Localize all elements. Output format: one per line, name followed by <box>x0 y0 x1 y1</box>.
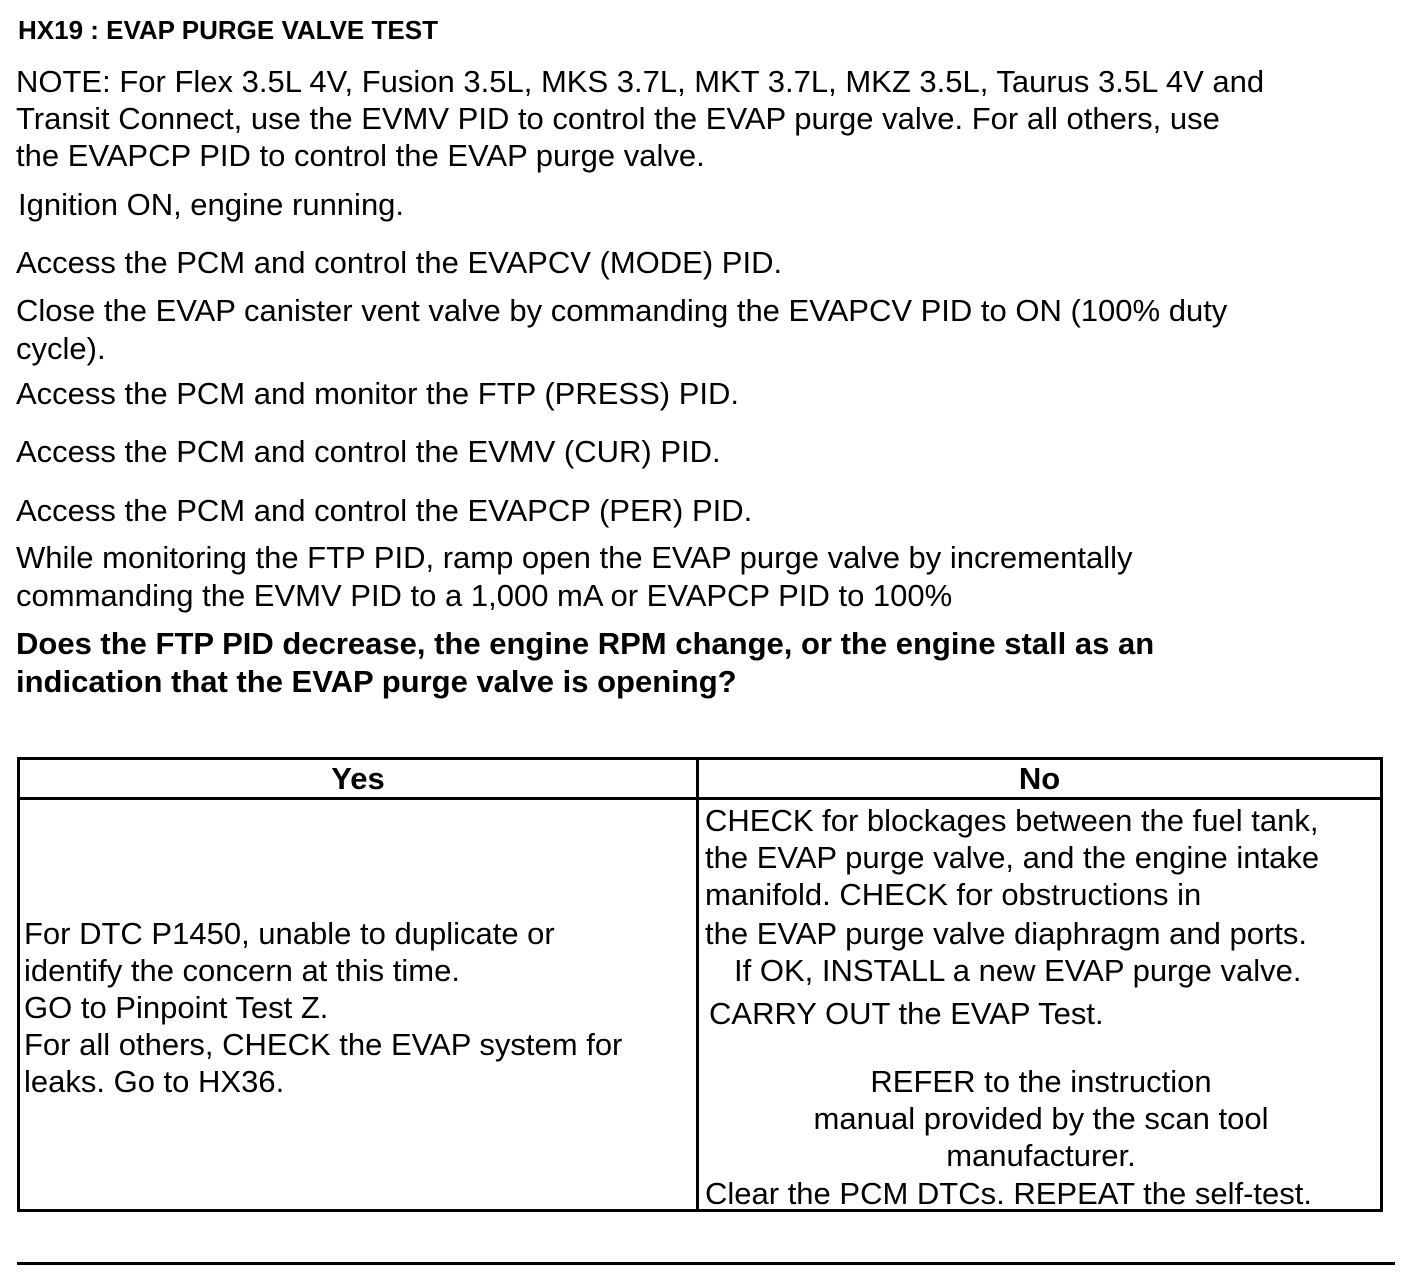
no-cell-refer-line: manufacturer. <box>946 1138 1136 1173</box>
note-line: Transit Connect, use the EVMV PID to control the EVAP purge valve. For all others, use <box>16 101 1220 136</box>
step-line: cycle). <box>16 331 106 366</box>
step-access-evapcp: Access the PCM and control the EVAPCP (PER) PID. <box>16 493 753 528</box>
step-ignition: Ignition ON, engine running. <box>18 187 405 222</box>
no-cell-line: manifold. CHECK for obstructions in <box>705 877 1202 912</box>
header-divider <box>17 797 1383 800</box>
yes-cell-line: For all others, CHECK the EVAP system for <box>24 1027 623 1062</box>
step-line: Close the EVAP canister vent valve by commanding the EVAPCV PID to ON (100% duty <box>16 293 1228 328</box>
step-monitor-ftp: Access the PCM and monitor the FTP (PRESS) PID. <box>16 376 740 411</box>
step-line: commanding the EVMV PID to a 1,000 mA or EVAPCP PID to 100% <box>16 578 953 613</box>
note-line: NOTE: For Flex 3.5L 4V, Fusion 3.5L, MKS 3.7L, MKT 3.7L, MKZ 3.5L, Taurus 3.5L 4V and <box>16 64 1265 99</box>
yes-column-header: Yes <box>331 761 385 796</box>
bottom-rule <box>17 1262 1395 1265</box>
no-cell-line: CARRY OUT the EVAP Test. <box>709 996 1104 1031</box>
no-cell-refer-line: REFER to the instruction <box>870 1064 1212 1099</box>
yes-cell-line: identify the concern at this time. <box>24 953 460 988</box>
no-cell-line: the EVAP purge valve, and the engine intake <box>705 840 1320 875</box>
step-access-evmv: Access the PCM and control the EVMV (CUR) PID. <box>16 434 721 469</box>
no-cell-line: the EVAP purge valve diaphragm and ports. <box>705 916 1308 951</box>
question-line: Does the FTP PID decrease, the engine RPM change, or the engine stall as an <box>16 626 1155 661</box>
step-access-evapcv: Access the PCM and control the EVAPCV (MODE) PID. <box>16 245 783 280</box>
question-line: indication that the EVAP purge valve is opening? <box>16 664 737 699</box>
yes-cell-line: GO to Pinpoint Test Z. <box>24 990 329 1025</box>
no-cell-line: If OK, INSTALL a new EVAP purge valve. <box>734 953 1302 988</box>
no-cell-refer-line: manual provided by the scan tool <box>813 1101 1269 1136</box>
step-line: While monitoring the FTP PID, ramp open the EVAP purge valve by incrementally <box>16 540 1133 575</box>
no-column-header: No <box>1018 761 1061 796</box>
yes-cell-line: For DTC P1450, unable to duplicate or <box>24 916 555 951</box>
page-title: HX19 : EVAP PURGE VALVE TEST <box>18 15 438 45</box>
no-cell-line: CHECK for blockages between the fuel tank, <box>705 803 1319 838</box>
note-line: the EVAPCP PID to control the EVAP purge valve. <box>16 138 705 173</box>
no-cell-line: Clear the PCM DTCs. REPEAT the self-test. <box>705 1176 1312 1211</box>
yes-cell-line: leaks. Go to HX36. <box>24 1064 285 1099</box>
column-divider <box>696 757 699 1212</box>
